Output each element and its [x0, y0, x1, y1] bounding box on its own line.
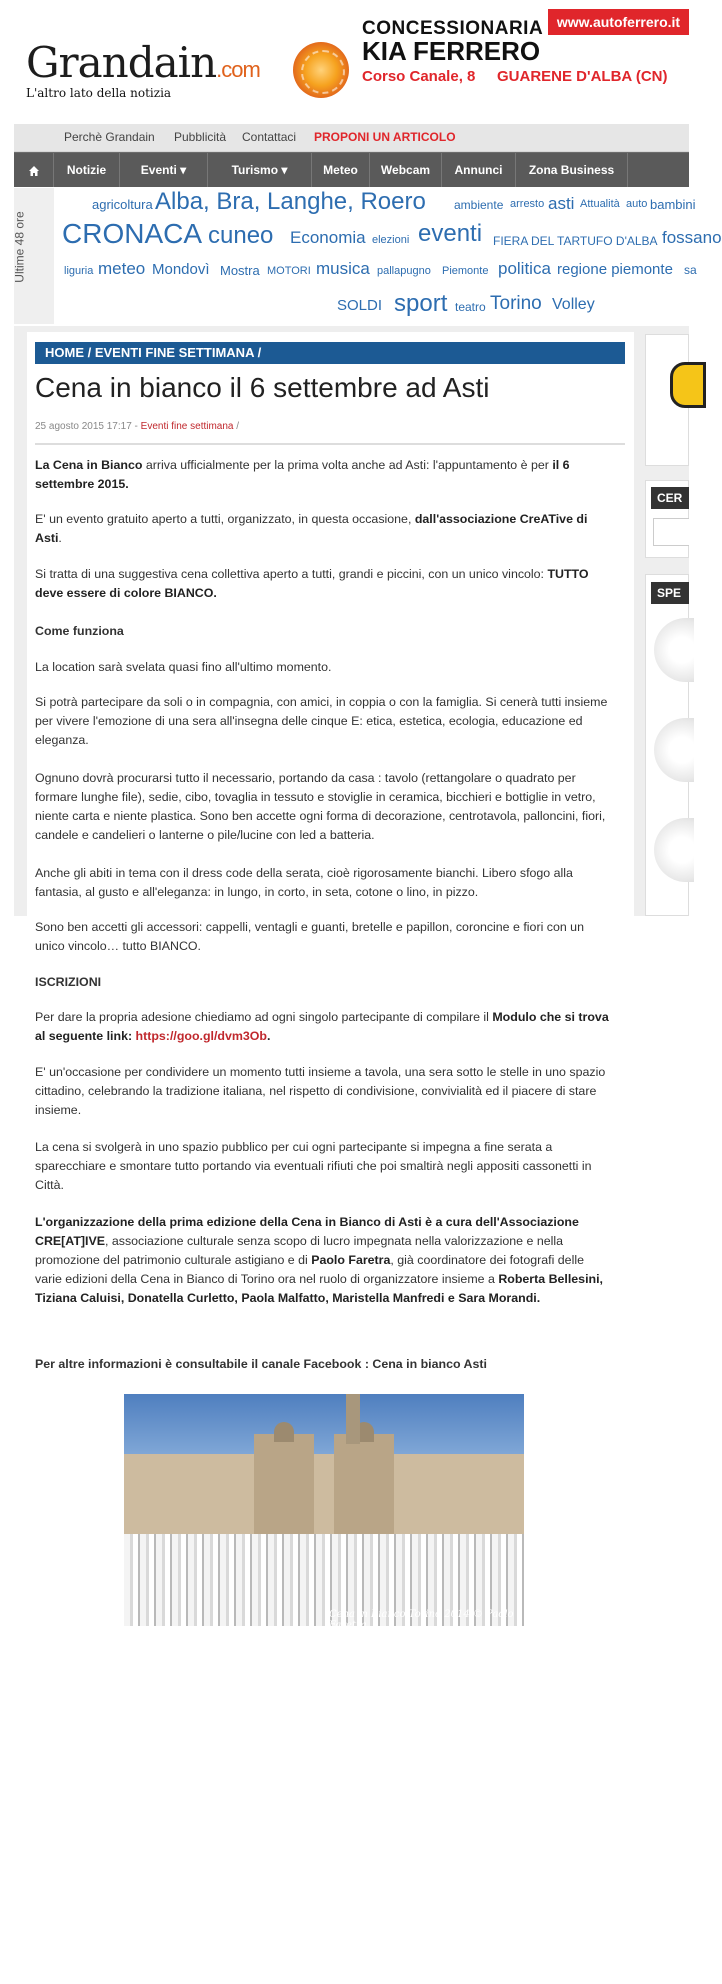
paragraph — [35, 456, 610, 494]
nav-zona-business[interactable]: Zona Business — [516, 153, 628, 187]
bold-text: Paolo Faretra — [311, 1253, 391, 1267]
ad-title: CONCESSIONARIA — [362, 18, 544, 39]
tag[interactable]: Mondovì — [152, 261, 210, 278]
top-links-bar — [14, 124, 689, 152]
latest-48h-label — [14, 188, 54, 324]
paragraph: Sono ben accetti gli accessori: cappelli, ventagli e guanti, bretelle e papillon, coroncine e fiori con un unico vincolo… tutto BIANCO. — [35, 920, 584, 953]
photo-church-left — [254, 1434, 314, 1534]
subheading: ISCRIZIONI — [35, 975, 102, 989]
paragraph — [35, 510, 610, 548]
tag[interactable]: pallapugno — [377, 265, 431, 277]
nav-turismo-label: Turismo — [231, 163, 279, 177]
tag[interactable]: FIERA DEL TARTUFO D'ALBA — [493, 234, 658, 248]
tag[interactable]: agricoltura — [92, 197, 153, 212]
paragraph: Anche gli abiti in tema con il dress code della serata, cioè rigorosamente bianchi. Libero sfogo alla fantasia, al gusto e all'eleganza: in lungo, in corto, in seta, cotone o lino, in pizzo. — [35, 866, 573, 899]
tag[interactable]: arresto — [510, 198, 545, 210]
logo-domain: .com — [216, 57, 260, 82]
signup-link[interactable]: https://goo.gl/dvm3Ob — [135, 1029, 268, 1043]
tag[interactable]: SOLDI — [337, 297, 383, 314]
paragraph: La location sarà svelata quasi fino all'ultimo momento. — [35, 660, 332, 674]
paragraph — [35, 1213, 610, 1308]
text: arriva ufficialmente per la prima volta anche ad Asti: l'appuntamento è per — [142, 458, 553, 472]
tag[interactable]: liguria — [64, 265, 94, 277]
orange-logo-icon — [293, 42, 349, 98]
nav-eventi[interactable] — [120, 153, 208, 187]
bold-text: il 6 settembre 2015. — [35, 458, 570, 491]
tag[interactable]: Alba, Bra, Langhe, Roero — [155, 188, 426, 215]
paragraph — [35, 1008, 610, 1046]
text: Si tratta di una suggestiva cena collettiva aperto a tutti, grandi e piccini, con un unico vincolo: — [35, 567, 548, 581]
bold-text: L'organizzazione della prima edizione della Cena in Bianco di Asti è a cura dell'Associazione CRE[AT]IVE — [35, 1215, 579, 1248]
search-widget-title: CER — [651, 487, 689, 509]
paragraph: Si potrà partecipare da soli o in compagnia, con amici, in coppia o con la famiglia. Si cenerà tutti insieme per vivere l'emozione di una sera all'insegna delle cinque E: etica, estetica, ecologia, educazione ed eleganza. — [35, 695, 608, 747]
tag[interactable]: auto — [626, 198, 648, 210]
link-perche[interactable]: Perchè Grandain — [64, 130, 155, 144]
link-proponi[interactable]: PROPONI UN ARTICOLO — [314, 130, 456, 144]
tag[interactable]: politica — [498, 259, 551, 278]
photo-church-right — [334, 1434, 394, 1534]
tag[interactable]: CRONACA — [62, 218, 203, 249]
tag[interactable]: teatro — [455, 300, 486, 314]
tag[interactable]: Economia — [290, 228, 366, 247]
ad-brand: KIA FERRERO — [362, 36, 541, 66]
bold-text: Roberta Bellesini, Tiziana Caluisi, Donatella Curletto, Paola Malfatto, Maristella Manfredi e Sara Morandi. — [35, 1272, 603, 1305]
tag[interactable]: regione piemonte — [557, 261, 673, 278]
paragraph: La cena si svolgerà in uno spazio pubblico per cui ogni partecipante si impegna a fine serata a sparecchiare e smontare tutto portando via eventuali rifiuti che poi smaltirà negli appositi cassonetti in Città. — [35, 1140, 592, 1192]
bold-text: TUTTO deve essere di colore BIANCO. — [35, 567, 589, 600]
tag[interactable]: Volley — [552, 296, 595, 313]
site-logo[interactable] — [26, 38, 260, 87]
nav-annunci[interactable]: Annunci — [442, 153, 516, 187]
tag[interactable]: eventi — [418, 220, 483, 247]
article-photo[interactable] — [124, 1394, 524, 1631]
link-pubblicita[interactable]: Pubblicità — [174, 130, 227, 144]
tag[interactable]: Torino — [490, 293, 542, 314]
bold-text: dall'associazione CreATive di Asti — [35, 512, 588, 545]
paragraph: Ognuno dovrà procurarsi tutto il necessario, portando da casa : tavolo (rettangolare o quadrato per formare lunghe file), sedie, cibo, tovaglia in tessuto e stoviglie in ceramica, bicchieri e bottiglie in vetro, niente carta e niente plastica. Sono ben accette ogni forma di decorazione, centrotavola, palloncini, fiori, candele e candelieri o lanterne o pile/lucine con led a batteria. — [35, 771, 606, 842]
tag[interactable]: musica — [316, 259, 370, 278]
tag[interactable]: Attualità — [580, 198, 620, 210]
tag[interactable]: fossano — [662, 228, 722, 247]
nav-meteo[interactable]: Meteo — [312, 153, 370, 187]
caret-down-icon: ▾ — [180, 163, 187, 177]
tag[interactable]: ambiente — [454, 198, 504, 212]
tag[interactable]: elezioni — [372, 234, 410, 246]
side-label-text: Ultime 48 ore — [12, 211, 27, 283]
nav-turismo[interactable] — [208, 153, 312, 187]
site-header — [0, 0, 689, 120]
nav-notizie[interactable]: Notizie — [54, 153, 120, 187]
site-tagline: L'altro lato della notizia — [26, 86, 172, 100]
text: Per dare la propria adesione chiediamo ad ogni singolo partecipante di compilare il — [35, 1010, 493, 1024]
divider — [35, 443, 625, 445]
tag[interactable]: MOTORI — [267, 265, 311, 277]
tag[interactable]: asti — [548, 194, 575, 213]
bold-text: Modulo che si trova al seguente link: — [35, 1010, 609, 1043]
nav-home[interactable] — [14, 153, 54, 187]
tag[interactable]: Mostra — [220, 263, 260, 278]
home-icon — [28, 165, 40, 177]
tag[interactable]: meteo — [98, 259, 146, 278]
article-meta — [35, 421, 239, 432]
caret-down-icon: ▾ — [281, 163, 288, 177]
breadcrumb[interactable]: HOME / EVENTI FINE SETTIMANA / — [35, 342, 625, 364]
article-category-link[interactable]: Eventi fine settimana — [140, 421, 234, 432]
tag[interactable]: cuneo — [208, 222, 274, 249]
tag[interactable]: sa — [684, 263, 697, 277]
tag[interactable]: sport — [394, 290, 448, 317]
text: . — [267, 1029, 271, 1043]
text: E' un evento gratuito aperto a tutti, organizzato, in questa occasione, — [35, 512, 415, 526]
paragraph — [35, 565, 610, 603]
text: , associazione culturale senza scopo di lucro impegnata nella valorizzazione e nella promozione del patrimonio culturale astigiano e di — [35, 1234, 564, 1267]
tag[interactable]: bambini — [650, 197, 696, 212]
text: , già coordinatore dei fotografi delle varie edizioni della Cena in Bianco di Torino ora nel ruolo di organizzatore insieme a — [35, 1253, 584, 1286]
specialists-widget-title: SPE — [651, 582, 689, 604]
main-nav — [14, 152, 689, 187]
link-contattaci[interactable]: Contattaci — [242, 130, 297, 144]
meta-separator: / — [236, 421, 240, 432]
text: . — [58, 531, 62, 545]
photo-caption: Cena in Bianco Torino 2014 © Paolo Faretra — [329, 1609, 514, 1631]
article-date: 25 agosto 2015 17:17 - — [35, 421, 138, 432]
bold-text: La Cena in Bianco — [35, 458, 143, 472]
ad-url-button[interactable]: www.autoferrero.it — [548, 9, 689, 35]
page-title: Cena in bianco il 6 settembre ad Asti — [35, 372, 490, 403]
search-input[interactable] — [653, 518, 689, 546]
ad-city: GUARENE D'ALBA (CN) — [497, 68, 668, 85]
logo-wordmark: Grandain — [26, 38, 217, 87]
ad-address: Corso Canale, 8 — [362, 68, 476, 85]
nav-webcam[interactable]: Webcam — [370, 153, 442, 187]
nav-eventi-label: Eventi — [140, 163, 177, 177]
paragraph: E' un'occasione per condividere un momento tutti insieme a tavola, una sera sotto le stelle in uno spazio cittadino, celebrando la tradizione italiana, nel rispetto di condivisione, convivialità ed il piacere di stare insieme. — [35, 1065, 606, 1117]
photo-tower — [346, 1394, 360, 1444]
sidebar-mascot-icon — [670, 362, 706, 408]
photo-dome-left — [274, 1422, 294, 1442]
photo-buildings — [124, 1454, 524, 1544]
tag[interactable]: Piemonte — [442, 265, 489, 277]
subheading: Come funziona — [35, 624, 124, 638]
paragraph: Per altre informazioni è consultabile il canale Facebook : Cena in bianco Asti — [35, 1357, 487, 1371]
